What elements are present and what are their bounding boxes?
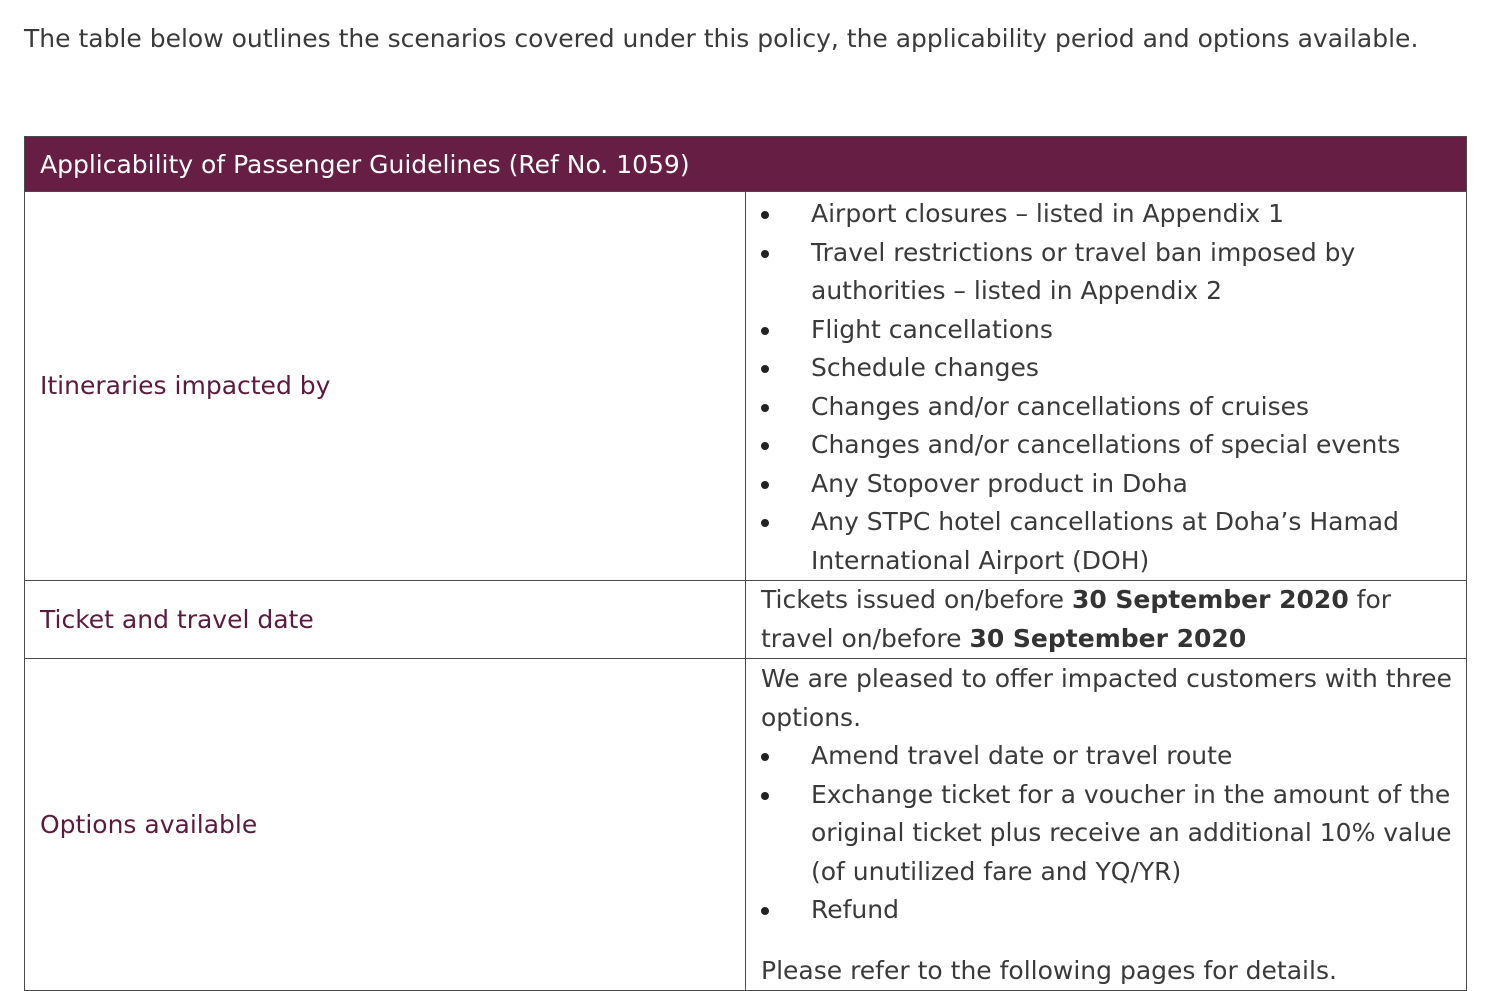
list-item [761,349,1452,388]
list-item [761,311,1452,350]
bullet-icon [761,519,769,527]
itineraries-list [761,195,1452,580]
options-content [746,659,1467,991]
list-item [761,737,1452,776]
ticket-date-label: Ticket and travel date [25,581,746,659]
list-item-text: Any Stopover product in Doha [811,468,1188,498]
bullet-icon [761,907,769,915]
bullet-icon [761,365,769,373]
spacer [761,930,1452,952]
list-item [761,234,1452,311]
list-item-text: Changes and/or cancellations of special events [811,430,1401,459]
bullet-icon [761,404,769,412]
list-item-text: Schedule changes [811,353,1039,382]
list-item-text: Any STPC hotel cancellations at Doha’s Hamad International Airport (DOH) [811,507,1399,575]
intro-paragraph: The table below outlines the scenarios covered under this policy, the applicability period and options available. [24,24,1419,53]
options-label: Options available [25,659,746,991]
list-item-text: Exchange ticket for a voucher in the amount of the original ticket plus receive an additional 10% value (of unutilized fare and YQ/YR) [811,779,1452,886]
list-item-text: Airport closures – listed in Appendix 1 [811,199,1285,228]
itineraries-label: Itineraries impacted by [25,192,746,581]
list-item [761,426,1452,465]
list-item-text: Travel restrictions or travel ban imposed by authorities – listed in Appendix 2 [811,237,1356,305]
list-item [761,465,1452,504]
bullet-icon [761,792,769,800]
table-row-options [25,659,1467,991]
list-item [761,776,1452,892]
table-header: Applicability of Passenger Guidelines (Ref No. 1059) [25,137,1467,192]
list-item-text: Refund [811,895,899,924]
list-item [761,503,1452,580]
list-item [761,195,1452,234]
bullet-icon [761,327,769,335]
bullet-icon [761,442,769,450]
options-list [761,737,1452,930]
bullet-icon [761,753,769,761]
travel-deadline-date: 30 September 2020 [969,623,1247,653]
options-intro: We are pleased to offer impacted customers with three options. [761,664,1452,732]
list-item-text: Amend travel date or travel route [811,741,1233,770]
list-item-text: Changes and/or cancellations of cruises [811,391,1310,421]
options-footer: Please refer to the following pages for details. [761,955,1337,985]
ticket-date-text-2: for travel on/before [761,585,1392,653]
itineraries-content [746,192,1467,581]
ticket-date-content [746,581,1467,659]
list-item [761,388,1452,427]
list-item [761,891,1452,930]
issue-deadline-date: 30 September 2020 [1071,585,1349,614]
ticket-date-text-1: Tickets issued on/before [761,585,1072,614]
applicability-table [24,136,1467,991]
bullet-icon [761,250,769,258]
table-header-row [25,137,1467,192]
table-row-ticket-date [25,581,1467,659]
bullet-icon [761,481,769,489]
list-item-text: Flight cancellations [811,314,1053,344]
table-row-itineraries [25,192,1467,581]
bullet-icon [761,211,769,219]
